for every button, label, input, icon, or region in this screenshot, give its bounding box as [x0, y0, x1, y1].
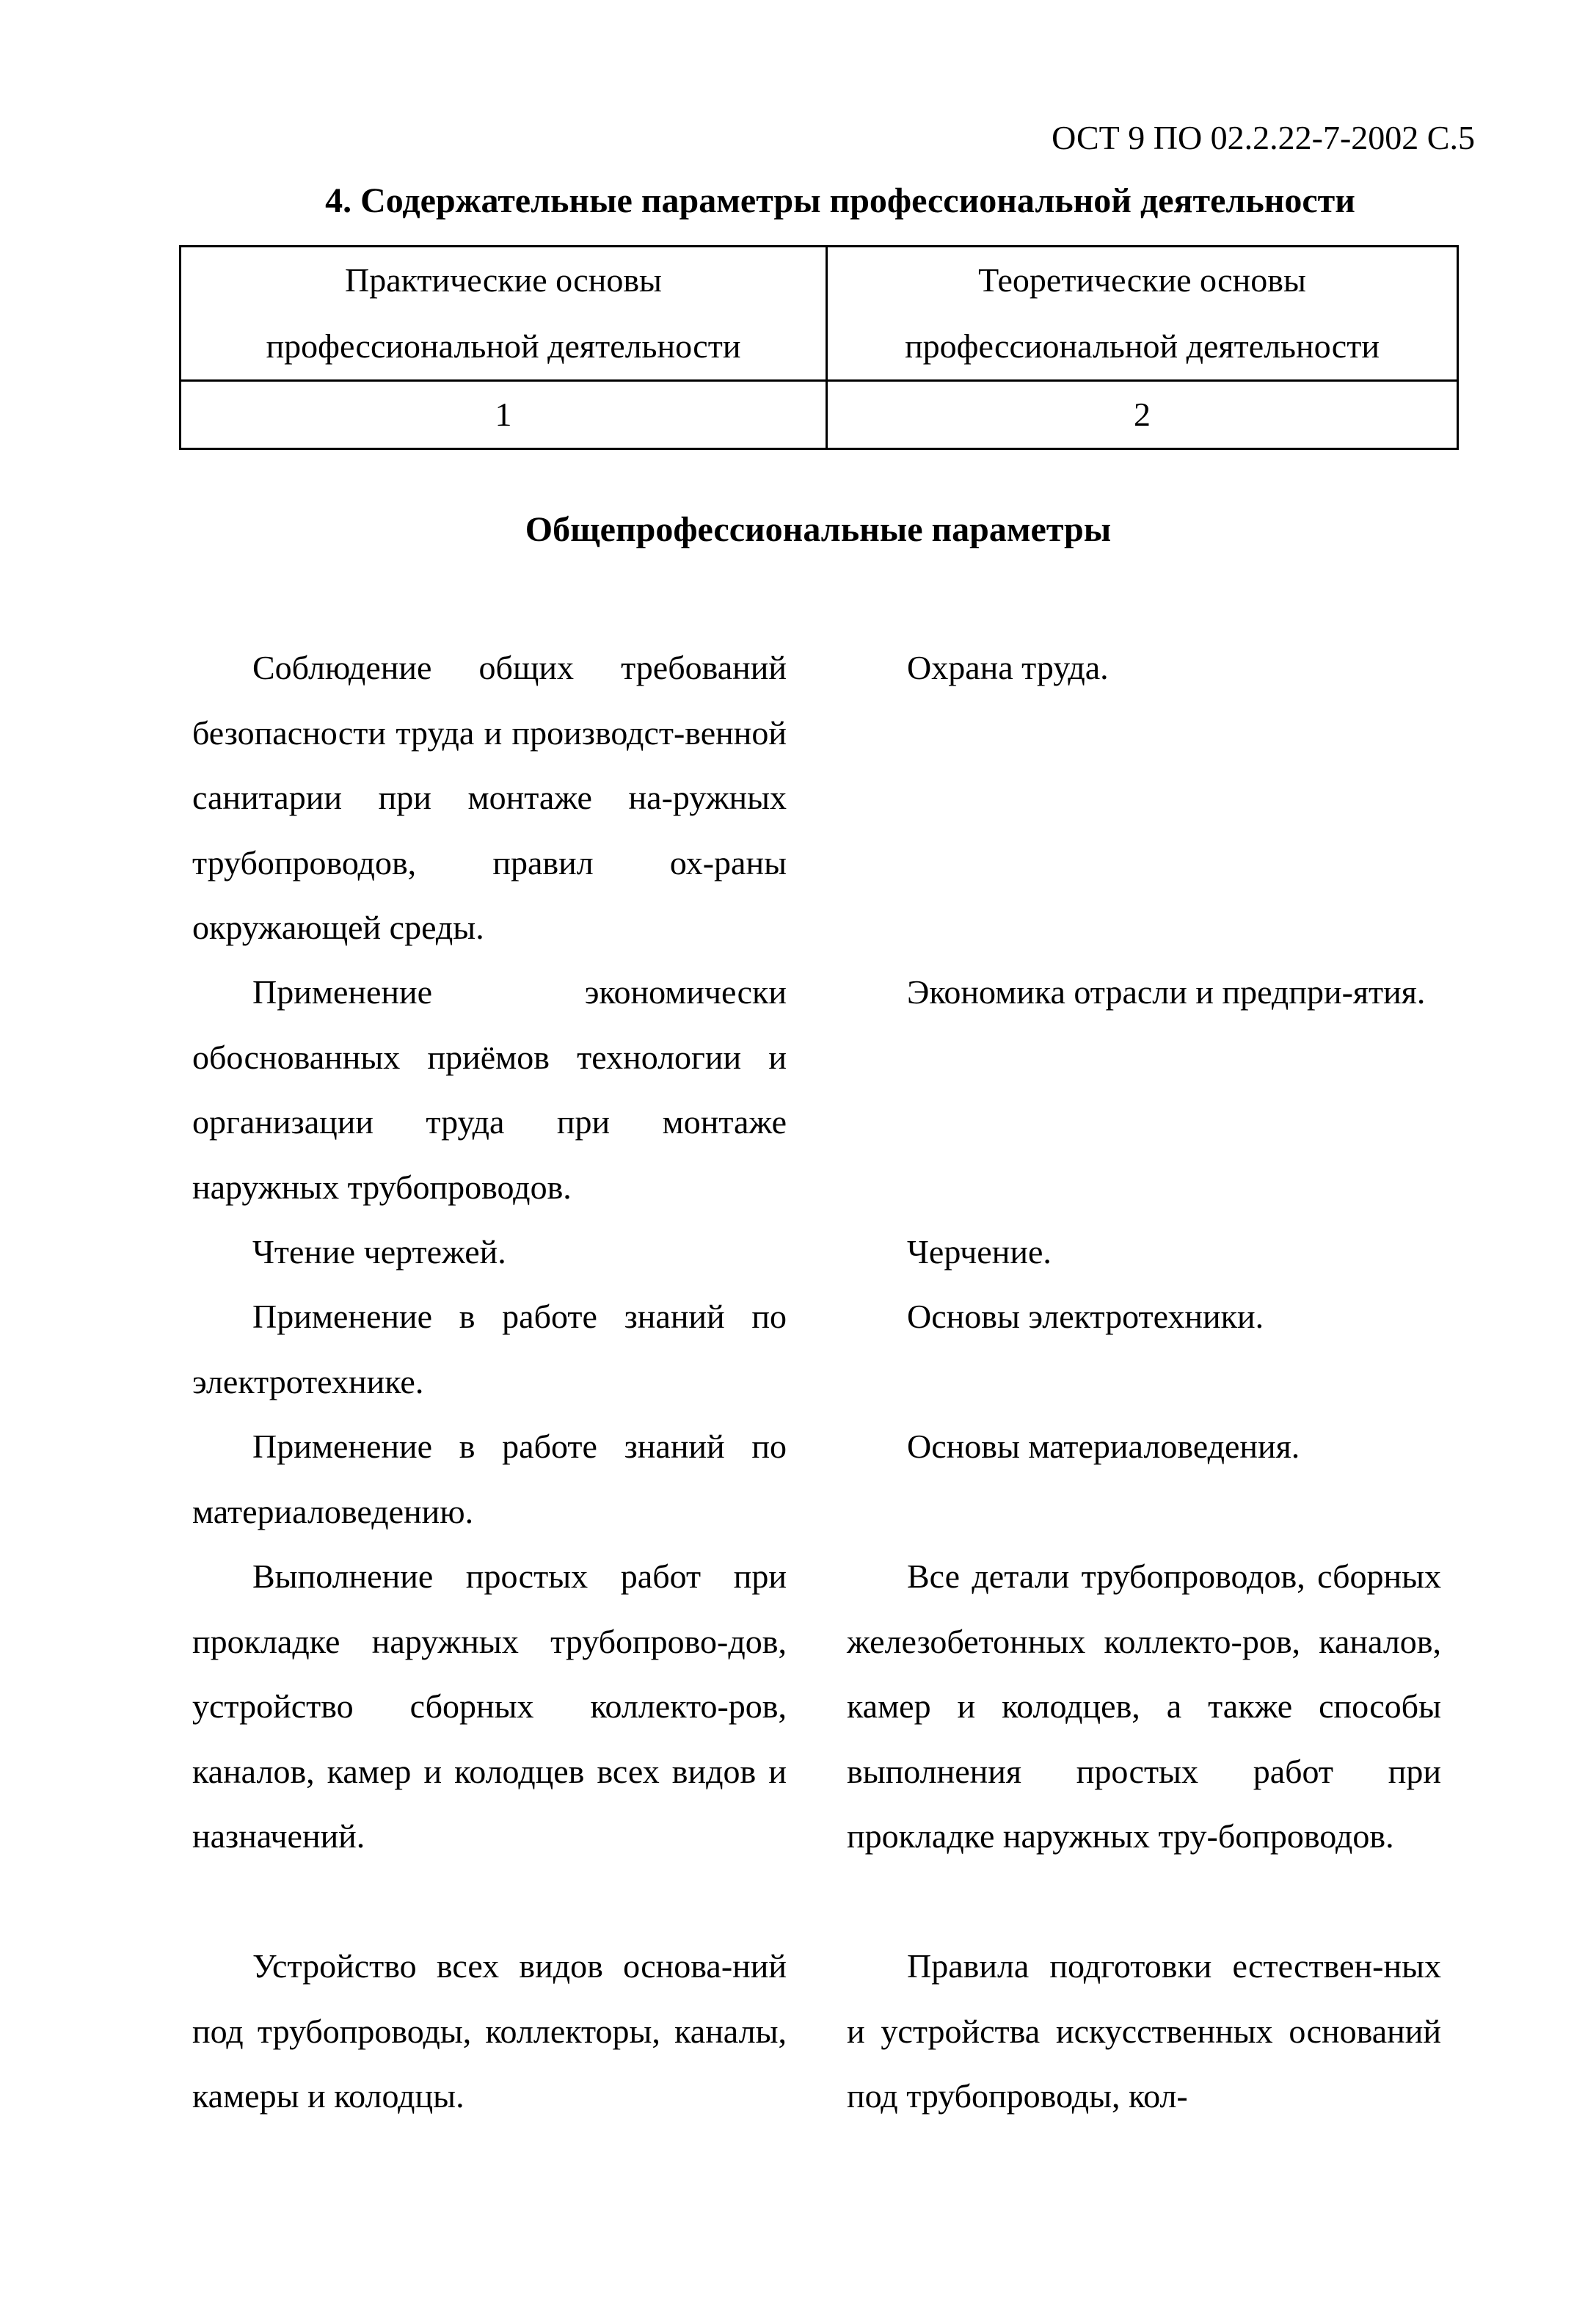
theoretical-text: Экономика отрасли и предпри-ятия. — [907, 973, 1426, 1011]
theoretical-text: Основы электротехники. — [907, 1298, 1264, 1335]
subsection-title: Общепрофессиональные параметры — [525, 510, 1112, 549]
practical-text: Применение в работе знаний по электротехнике. — [192, 1298, 787, 1400]
header-names-row — [181, 247, 1458, 381]
practical-text: Чтение чертежей. — [252, 1233, 506, 1270]
header-practical-line-2: профессиональной деятельности — [266, 327, 741, 365]
theoretical-text: Основы материаловедения. — [907, 1428, 1300, 1465]
theoretical-text: Охрана труда. — [907, 649, 1109, 686]
header-practical-line-1: Практические основы — [345, 261, 662, 299]
column-header-table — [179, 245, 1459, 450]
theoretical-text: Правила подготовки естествен-ных и устройства искусственных оснований под трубопроводы, кол- — [847, 1947, 1441, 2115]
header-theoretical-line-2: профессиональной деятельности — [905, 327, 1380, 365]
column-number-1: 1 — [181, 381, 827, 449]
practical-text: Выполнение простых работ при прокладке наружных трубопрово-дов, устройство сборных коллекто-ров, каналов, камер и колодцев всех видов и назначений. — [192, 1557, 787, 1855]
practical-text: Применение в работе знаний по материаловедению. — [192, 1428, 787, 1530]
header-cell-practical — [181, 247, 827, 381]
header-cell-theoretical — [827, 247, 1458, 381]
header-numbers-row — [181, 381, 1458, 449]
theoretical-text: Черчение. — [907, 1233, 1052, 1270]
header-theoretical-line-1: Теоретические основы — [978, 261, 1306, 299]
section-title: 4. Содержательные параметры профессиональной деятельности — [325, 181, 1355, 220]
practical-text: Применение экономически обоснованных приёмов технологии и организации труда при монтаже наружных трубопроводов. — [192, 973, 787, 1206]
document-code: ОСТ 9 ПО 02.2.22-7-2002 С.5 — [1052, 119, 1475, 156]
column-number-2: 2 — [827, 381, 1458, 449]
practical-text: Соблюдение общих требований безопасности труда и производст-венной санитарии при монтаже на-ружных трубопроводов, правил ох-раны окружающей среды. — [192, 649, 787, 946]
practical-text: Устройство всех видов основа-ний под трубопроводы, коллекторы, каналы, камеры и колодцы. — [192, 1947, 787, 2115]
theoretical-text: Все детали трубопроводов, сборных железобетонных коллекто-ров, каналов, камер и колодцев, а также способы выполнения простых работ при прокладке наружных тру-бопроводов. — [847, 1557, 1441, 1855]
